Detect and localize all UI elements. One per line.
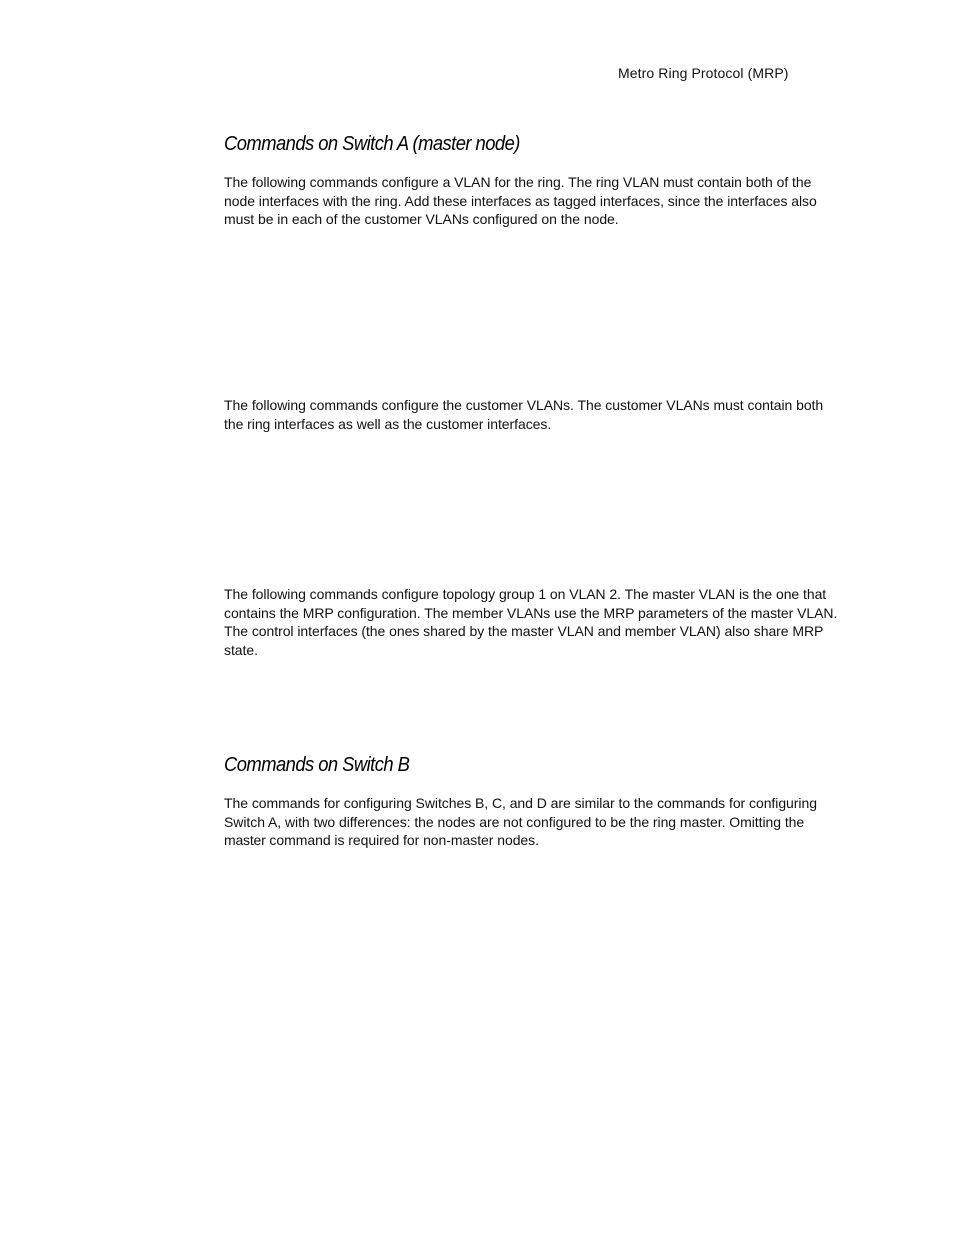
command-keyword: master: [224, 832, 266, 849]
paragraph-ring-vlan: [224, 173, 872, 229]
text-line: The following commands configure a VLAN for the ring. The ring VLAN must contain both of the: [224, 174, 812, 190]
text-line: must be in each of the customer VLANs configured on the node.: [224, 211, 619, 228]
text-line: state.: [224, 641, 258, 658]
text-line: the ring interfaces as well as the customer interfaces.: [224, 415, 552, 432]
paragraph-customer-vlans: [224, 396, 872, 433]
section-heading-switch-a: Commands on Switch A (master node): [224, 133, 520, 155]
section-heading-switch-b: Commands on Switch B: [224, 754, 410, 776]
text-line: The following commands configure the customer VLANs. The customer VLANs must contain both: [224, 397, 824, 413]
text-fragment: command is required for non-master nodes.: [265, 832, 539, 849]
text-line: node interfaces with the ring. Add these interfaces as tagged interfaces, since the interfaces also: [224, 192, 817, 209]
text-line: The commands for configuring Switches B, C, and D are similar to the commands for configuring: [224, 795, 817, 811]
text-line: The following commands configure topology group 1 on VLAN 2. The master VLAN is the one that: [224, 586, 827, 602]
paragraph-topology-group: [224, 585, 872, 659]
running-header: Metro Ring Protocol (MRP): [618, 65, 789, 81]
paragraph-switch-b: [224, 794, 872, 850]
text-line: Switch A, with two differences: the nodes are not configured to be the ring master. Omitting the: [224, 813, 805, 830]
text-line-with-command: [224, 831, 872, 850]
text-line: The control interfaces (the ones shared by the master VLAN and member VLAN) also share MRP: [224, 623, 824, 640]
text-line: contains the MRP configuration. The member VLANs use the MRP parameters of the master VLAN.: [224, 604, 838, 621]
